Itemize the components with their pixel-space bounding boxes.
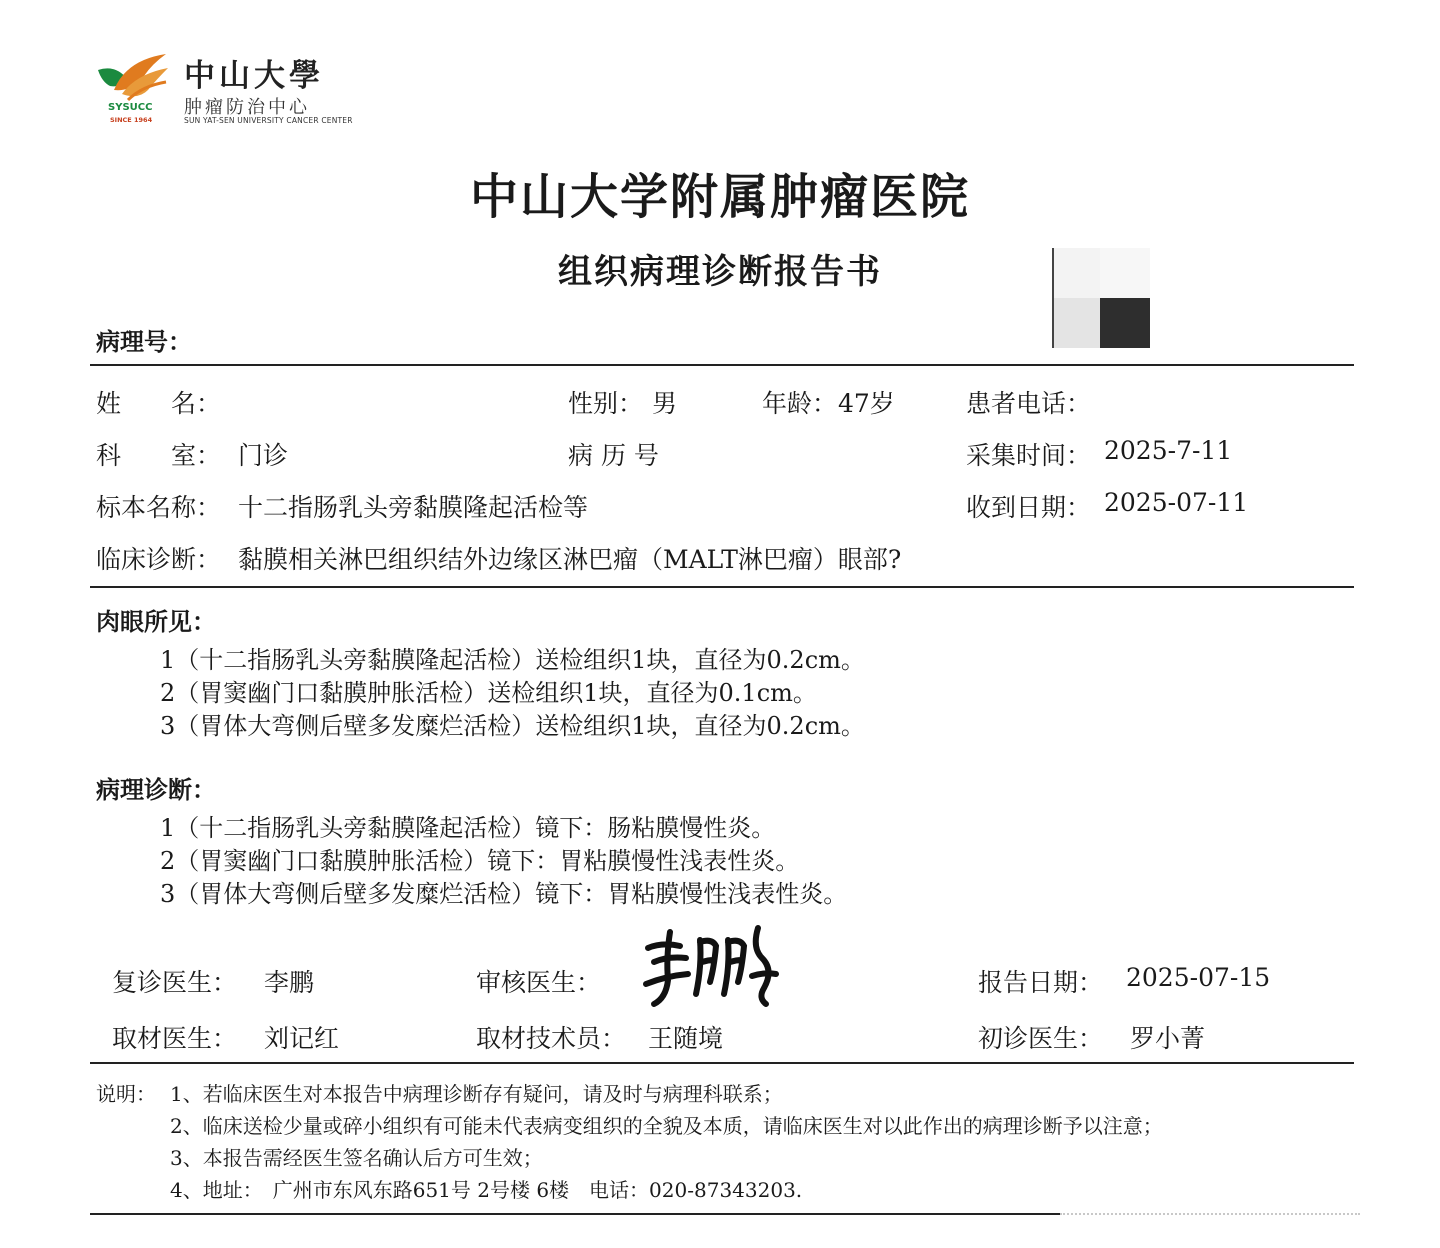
logo-since: SINCE 1964 xyxy=(110,116,153,124)
divider-top xyxy=(90,364,1354,366)
received-date-label: 收到日期： xyxy=(966,493,1092,522)
report-date-label: 报告日期： xyxy=(978,968,1104,997)
report-date-value: 2025-07-15 xyxy=(1126,963,1271,992)
divider-bottom-faded xyxy=(1060,1213,1360,1215)
diagnosis-item: 3（胃体大弯侧后壁多发糜烂活检）镜下：胃粘膜慢性浅表性炎。 xyxy=(160,880,848,908)
sampling-doctor-label: 取材医生： xyxy=(112,1024,238,1053)
received-date-value: 2025-07-11 xyxy=(1104,488,1249,517)
record-number-label: 病 历 号 xyxy=(568,441,659,470)
divider-info xyxy=(90,586,1354,588)
diagnosis-item: 2（胃窦幽门口黏膜肿胀活检）镜下：胃粘膜慢性浅表性炎。 xyxy=(160,847,800,875)
report-title: 组织病理诊断报告书 xyxy=(558,252,882,292)
note-item: 3、本报告需经医生签名确认后方可生效； xyxy=(170,1146,543,1170)
specimen-label: 标本名称： xyxy=(96,493,222,522)
specimen-value: 十二指肠乳头旁黏膜隆起活检等 xyxy=(238,493,589,522)
gross-item: 2（胃窦幽门口黏膜肿胀活检）送检组织1块，直径为0.1cm。 xyxy=(160,679,817,707)
phone-label: 患者电话： xyxy=(966,389,1092,418)
technician-value: 王随境 xyxy=(648,1024,724,1053)
collect-time-label: 采集时间： xyxy=(966,441,1092,470)
audit-doctor-label: 审核医生： xyxy=(476,968,602,997)
logo-center-name: 肿瘤防治中心 xyxy=(184,97,310,118)
clinical-diagnosis-value: 黏膜相关淋巴组织结外边缘区淋巴瘤（MALT淋巴瘤）眼部? xyxy=(238,545,902,574)
gross-item: 3（胃体大弯侧后壁多发糜烂活检）送检组织1块，直径为0.2cm。 xyxy=(160,712,865,740)
dept-label: 科 室： xyxy=(96,441,222,470)
initial-doctor-label: 初诊医生： xyxy=(978,1024,1104,1053)
logo-english-name: SUN YAT-SEN UNIVERSITY CANCER CENTER xyxy=(184,116,353,125)
pathology-number-label: 病理号： xyxy=(96,328,192,356)
qr-code xyxy=(1052,248,1150,348)
divider-signatures xyxy=(90,1062,1354,1064)
divider-bottom xyxy=(90,1213,1060,1215)
pathology-diagnosis-title: 病理诊断： xyxy=(96,776,216,804)
note-item: 2、临床送检少量或碎小组织有可能未代表病变组织的全貌及本质，请临床医生对以此作出的病理诊断予以注意； xyxy=(170,1114,1163,1138)
review-doctor-label: 复诊医生： xyxy=(112,968,238,997)
technician-label: 取材技术员： xyxy=(476,1024,627,1053)
name-label: 姓 名： xyxy=(96,389,222,418)
logo-university-name: 中山大學 xyxy=(184,58,324,94)
dept-value: 门诊 xyxy=(238,441,289,470)
gross-findings-title: 肉眼所见： xyxy=(96,608,216,636)
sex-value: 男 xyxy=(652,389,678,418)
age-value: 47岁 xyxy=(838,389,895,418)
review-doctor-value: 李鹏 xyxy=(264,968,315,997)
diagnosis-item: 1（十二指肠乳头旁黏膜隆起活检）镜下：肠粘膜慢性炎。 xyxy=(160,814,776,842)
sampling-doctor-value: 刘记红 xyxy=(264,1024,340,1053)
audit-signature xyxy=(640,918,790,1010)
notes-prefix: 说明： xyxy=(96,1082,156,1106)
gross-item: 1（十二指肠乳头旁黏膜隆起活检）送检组织1块，直径为0.2cm。 xyxy=(160,646,865,674)
collect-time-value: 2025-7-11 xyxy=(1104,436,1233,465)
sex-label: 性别： xyxy=(568,389,644,418)
hospital-name: 中山大学附属肿瘤医院 xyxy=(469,169,970,225)
note-item: 1、若临床医生对本报告中病理诊断存有疑问，请及时与病理科联系； xyxy=(170,1082,783,1106)
age-label: 年龄： xyxy=(762,389,838,418)
clinical-diagnosis-label: 临床诊断： xyxy=(96,545,222,574)
note-item: 4、地址： 广州市东风东路651号 2号楼 6楼 电话：020-87343203. xyxy=(170,1178,803,1202)
logo-code: SYSUCC xyxy=(108,102,153,113)
initial-doctor-value: 罗小菁 xyxy=(1130,1024,1206,1053)
